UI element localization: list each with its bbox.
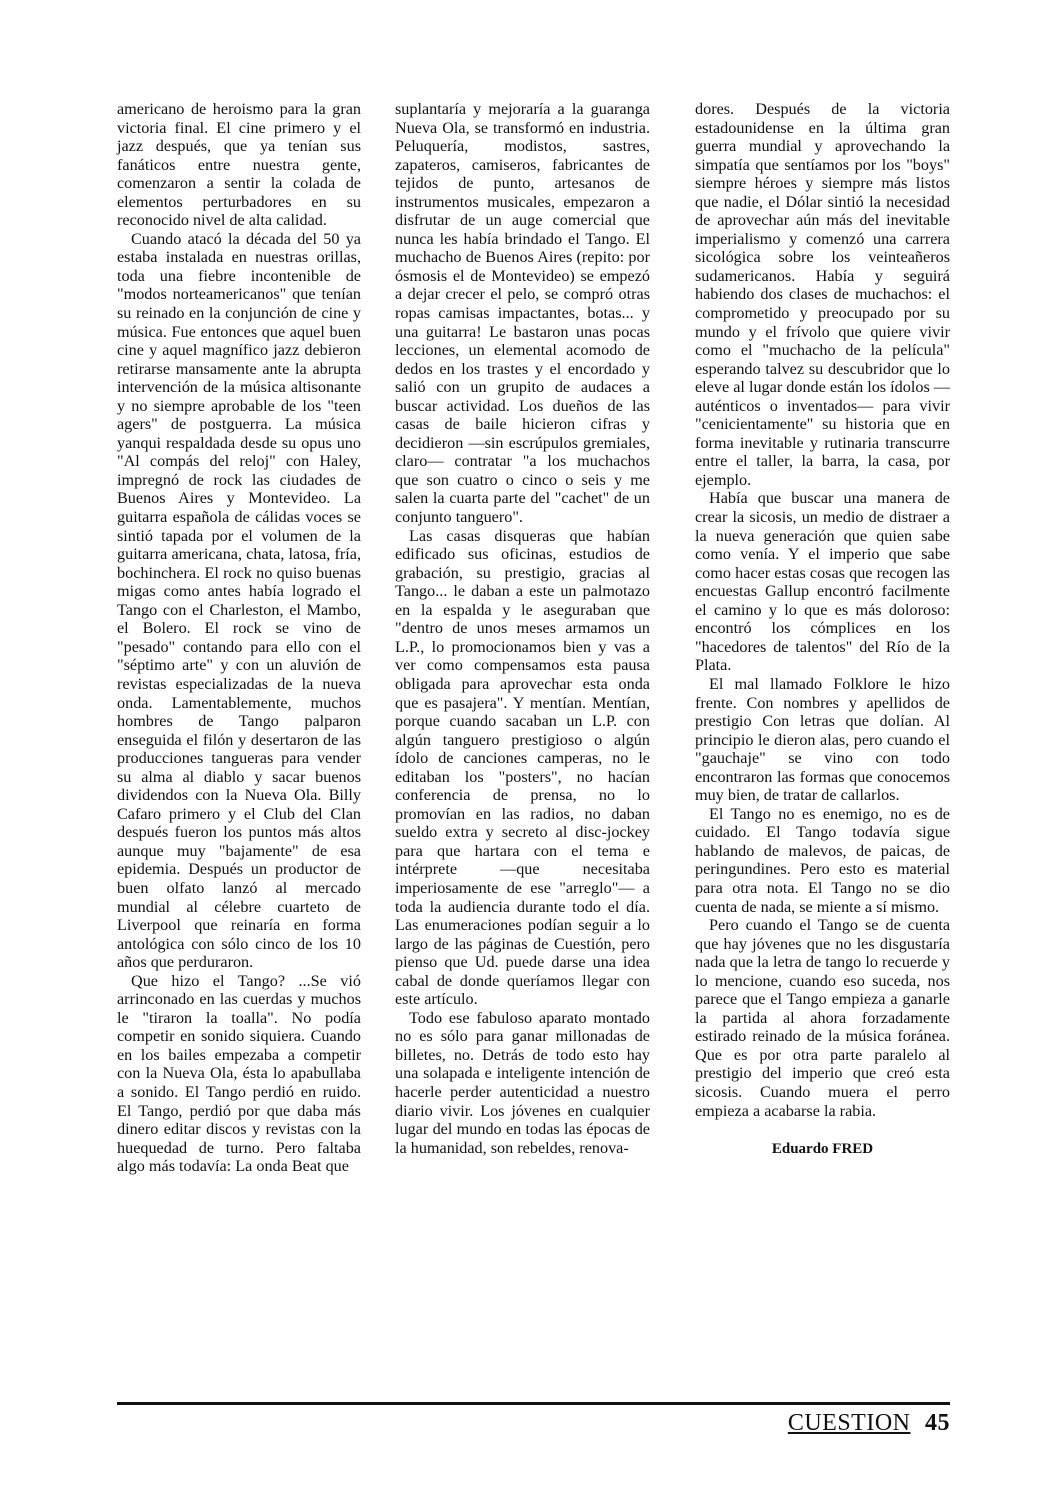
paragraph: Había que buscar una manera de crear la sicosis, un medio de distraer a la nueva generación que quien sabe como venía. Y el imperio que sabe como hacer estas cosas que recogen las encuestas Gallup encontró facilmente el camino y lo que es más doloroso: encontró los cómplices en los "hacedores de talentos" del Río de la Plata.	[695, 489, 950, 675]
paragraph: Pero cuando el Tango se de cuenta que hay jóvenes que no les disgustaría nada que la letra de tango lo recuerde y lo mencione, cuando eso suceda, nos parece que el Tango empieza a ganarle la partida al ahora forzadamente estirado reinado de la música foránea. Que es por otra parte paralelo al prestigio del imperio que creó esta sicosis. Cuando muera el perro empieza a acabarse la rabia.	[695, 916, 950, 1120]
footer-rule	[117, 1402, 950, 1405]
paragraph: americano de heroismo para la gran victoria final. El cine primero y el jazz después, que ya tenían sus fanáticos entre nuestra gente, comenzaron a sentir la colada de elementos perturbadores en su reconocido nivel de alta calidad.	[117, 100, 361, 230]
author-signature: Eduardo FRED	[771, 1141, 874, 1158]
paragraph: suplantaría y mejoraría a la guaranga Nueva Ola, se transformó en industria. Peluquería, modistos, sastres, zapateros, camiseros, fabricantes de tejidos de punto, artesanos de instrumentos musicales, empezaron a disfrutar de un auge comercial que nunca les había brindado el Tango. El muchacho de Buenos Aires (repito: por ósmosis el de Montevideo) se empezó a dejar crecer el pelo, se compró otras ropas camisas impactantes, botas... y una guitarra! Le bastaron unas pocas lecciones, un elemental acomodo de dedos en los trastes y el encordado y salió con un grupito de audaces a buscar actividad. Los dueños de las casas de baile hicieron cifras y decidieron —sin escrúpulos gremiales, claro— contratar "a los muchachos que son cuatro o cinco o seis y me salen la cuarta parte del "cachet" de un conjunto tanguero".	[395, 100, 650, 527]
page-footer	[788, 1410, 950, 1437]
article-column-3	[695, 100, 950, 1159]
paragraph: El Tango no es enemigo, no es de cuidado. El Tango todavía sigue hablando de malevos, de paicas, de peringundines. Pero esto es material para otra nota. El Tango no se dio cuenta de nada, se miente a sí mismo.	[695, 804, 950, 916]
paragraph: dores. Después de la victoria estadounidense en la última gran guerra mundial y aprovechando la simpatía que sentíamos por los "boys" siempre héroes y siempre más listos que nadie, el Dólar sintió la necesidad de aprovechar aún más del inevitable imperialismo y comenzó una carrera sicológica sobre los veinteañeros sudamericanos. Había y seguirá habiendo dos clases de muchachos: el comprometido y preocupado por su mundo y el frívolo que quiere vivir como el "muchacho de la película" esperando talvez su descubridor que lo eleve al lugar donde están los ídolos —auténticos o inventados— para vivir "cenicientamente" su historia que en forma inevitable y rutinaria transcurre entre el taller, la barra, la casa, por ejemplo.	[695, 100, 950, 489]
article-column-2	[395, 100, 650, 1157]
paragraph: Las casas disqueras que habían edificado sus oficinas, estudios de grabación, su prestigio, gracias al Tango... le daban a este un palmotazo en la espalda y le aseguraban que "dentro de unos meses armamos un L.P., lo promocionamos bien y vas a ver como compensamos esta pausa obligada para aprovechar esta onda que es pasajera". Y mentían. Mentían, porque cuando sacaban un L.P. con algún tanguero prestigioso o algún ídolo de canciones camperas, no le editaban los "posters", no hacían conferencia de prensa, no lo promovían en las radios, no daban sueldo extra y secreto al disc-jockey para que hartara con el tema e intérprete —que necesitaba imperiosamente de ese "arreglo"— a toda la audiencia durante todo el día. Las enumeraciones podían seguir a lo largo de las páginas de Cuestión, pero pienso que Ud. puede darse una idea cabal de donde queríamos llegar con este artículo.	[395, 526, 650, 1009]
paragraph: Que hizo el Tango? ...Se vió arrinconado en las cuerdas y muchos le "tiraron la toalla". No podía competir en sonido siquiera. Cuando en los bailes empezaba a competir con la Nueva Ola, ésta lo apabullaba a sonido. El Tango perdió en ruido. El Tango, perdió por que daba más dinero editar discos y revistas con la huequedad de turno. Pero faltaba algo más todavía: La onda Beat que	[117, 971, 361, 1176]
paragraph: Cuando atacó la década del 50 ya estaba instalada en nuestras orillas, toda una fiebre incontenible de "modos norteamericanos" que tenían su reinado en la conjunción de cine y música. Fue entonces que aquel buen cine y aquel magnífico jazz debieron retirarse mansamente ante la abrupta intervención de la música altisonante y no siempre aprobable de los "teen agers" de postguerra. La música yanqui respaldada desde su opus uno "Al compás del reloj" con Haley, impregnó de rock las ciudades de Buenos Aires y Montevideo. La guitarra española de cálidas voces se sintió tapada por el volumen de la guitarra americana, chata, latosa, fría, bochinchera. El rock no quiso buenas migas como antes había logrado el Tango con el Charleston, el Mambo, el Bolero. El rock se vino de "pesado" contando para ello con el "séptimo arte" y con un aluvión de revistas especializadas de la nueva onda. Lamentablemente, muchos hombres de Tango palparon enseguida el filón y desertaron de las producciones tangueras para vender su alma al diablo y sacar buenos dividendos con la Nueva Ola. Billy Cafaro primero y el Club del Clan después fueron los puntos más altos aunque muy "bajamente" de esa epidemia. Después un productor de buen olfato lanzó al mercado mundial al célebre cuarteto de Liverpool que reinaría en forma antológica con sólo cinco de los 10 años que perduraron.	[117, 229, 361, 972]
publication-name: CUESTION	[787, 1410, 911, 1436]
paragraph: El mal llamado Folklore le hizo frente. Con nombres y apellidos de prestigio Con letras que dolían. Al principio le dieron alas, pero cuando el "gauchaje" se vino con todo encontraron las formas que conocemos muy bien, de tratar de callarlos.	[695, 674, 950, 805]
article-column-1	[117, 100, 361, 1176]
paragraph: Todo ese fabuloso aparato montado no es sólo para ganar millonadas de billetes, no. Detrás de todo esto hay una solapada e inteligente intención de hacerle perder autenticidad a nuestro diario vivir. Los jóvenes en cualquier lugar del mundo en todas las épocas de la humanidad, son rebeldes, renova-	[395, 1008, 650, 1157]
page-number: 45	[925, 1410, 950, 1436]
